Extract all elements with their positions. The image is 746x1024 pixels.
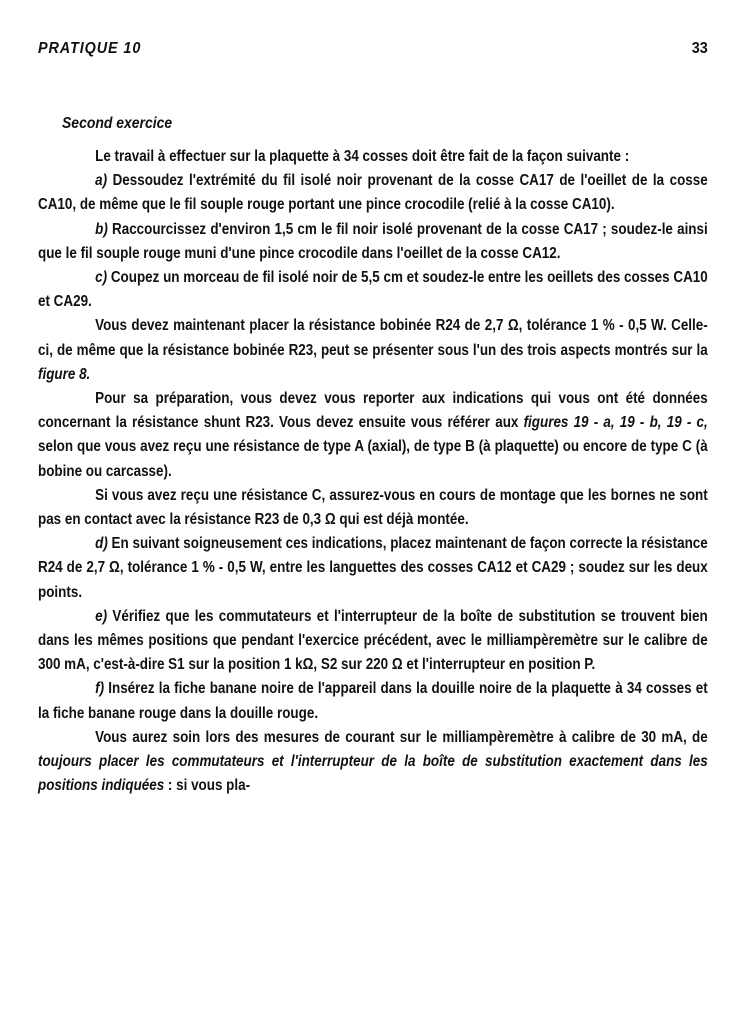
final-italic-emphasis: toujours placer les commutateurs et l'interrupteur de la boîte de substitution exactement dans les positions indiquées xyxy=(38,753,708,795)
paragraph-step-d xyxy=(38,532,708,605)
page-header xyxy=(38,40,708,66)
step-e-label: e) xyxy=(95,607,108,625)
page-number: 33 xyxy=(691,40,708,57)
r24-text: Vous devez maintenant placer la résistance bobinée R24 de 2,7 Ω, tolérance 1 % - 0,5 W. Celle-ci, de même que la résistance bobinée R23, peut se présenter sous l'un des trois aspects montrés sur la xyxy=(38,317,708,359)
running-title: PRATIQUE 10 xyxy=(38,40,142,57)
paragraph-step-a xyxy=(38,169,708,217)
paragraph-step-e xyxy=(38,605,708,678)
step-b-text: Raccourcissez d'environ 1,5 cm le fil noir isolé provenant de la cosse CA17 ; soudez-le ainsi que le fil souple rouge muni d'une pince crocodile dans l'oeillet de la cosse CA12. xyxy=(38,220,708,262)
section-title: Second exercice xyxy=(62,115,173,132)
paragraph-preparation xyxy=(38,387,708,484)
paragraph-type-c xyxy=(38,484,708,532)
type-c-text: Si vous avez reçu une résistance C, assurez-vous en cours de montage que les bornes ne sont pas en contact avec la résistance R23 de 0,3 Ω qui est déjà montée. xyxy=(38,486,708,529)
prep-text-2: selon que vous avez reçu une résistance de type A (axial), de type B (à plaquette) ou encore de type C (à bobine ou carcasse). xyxy=(38,438,708,480)
paragraph-final xyxy=(38,726,708,799)
paragraph-step-c xyxy=(38,266,708,314)
step-a-label: a) xyxy=(95,172,108,190)
final-text-1: Vous aurez soin lors des mesures de courant sur le milliampèremètre à calibre de 30 mA, de xyxy=(95,728,708,746)
step-d-text: En suivant soigneusement ces indications, placez maintenant de façon correcte la résistance R24 de 2,7 Ω, tolérance 1 % - 0,5 W, entre les languettes des cosses CA12 et CA29 ; soudez sur les deux points. xyxy=(38,535,708,601)
step-c-text: Coupez un morceau de fil isolé noir de 5,5 cm et soudez-le entre les oeillets des cosses CA10 et CA29. xyxy=(38,269,708,311)
step-b-label: b) xyxy=(95,220,108,238)
paragraph-step-b xyxy=(38,218,708,266)
paragraph-intro xyxy=(38,145,708,169)
step-e-text: Vérifiez que les commutateurs et l'interrupteur de la boîte de substitution se trouvent bien dans les mêmes positions que pendant l'exercice précédent, avec le milliampèremètre sur le calibre de 300 mA, c'est-à-dire S1 sur la position 1 kΩ, S2 sur 220 Ω et l'interrupteur en position P. xyxy=(38,607,708,674)
step-a-text: Dessoudez l'extrémité du fil isolé noir provenant de la cosse CA17 de l'oeillet de la cosse CA10, de même que le fil souple rouge portant une pince crocodile (relié à la cosse CA10). xyxy=(38,172,708,214)
step-d-label: d) xyxy=(95,535,108,553)
figure-8-reference: figure 8. xyxy=(38,365,91,383)
paragraph-r24 xyxy=(38,314,708,387)
prep-text-1: Pour sa préparation, vous devez vous reporter aux indications qui vous ont été données concernant la résistance shunt R23. Vous devez ensuite vous référer aux xyxy=(38,390,708,432)
step-f-label: f) xyxy=(95,680,105,698)
body-text xyxy=(38,145,708,798)
figures-19-reference: figures 19 - a, 19 - b, 19 - c, xyxy=(523,414,708,432)
step-f-text: Insérez la fiche banane noire de l'appareil dans la douille noire de la plaquette à 34 cosses et la fiche banane rouge dans la douille rouge. xyxy=(38,680,708,722)
step-c-label: c) xyxy=(95,269,108,287)
intro-text: Le travail à effectuer sur la plaquette à 34 cosses doit être fait de la façon suivante : xyxy=(95,148,630,165)
paragraph-step-f xyxy=(38,677,708,725)
final-text-2: : si vous pla- xyxy=(164,777,251,795)
